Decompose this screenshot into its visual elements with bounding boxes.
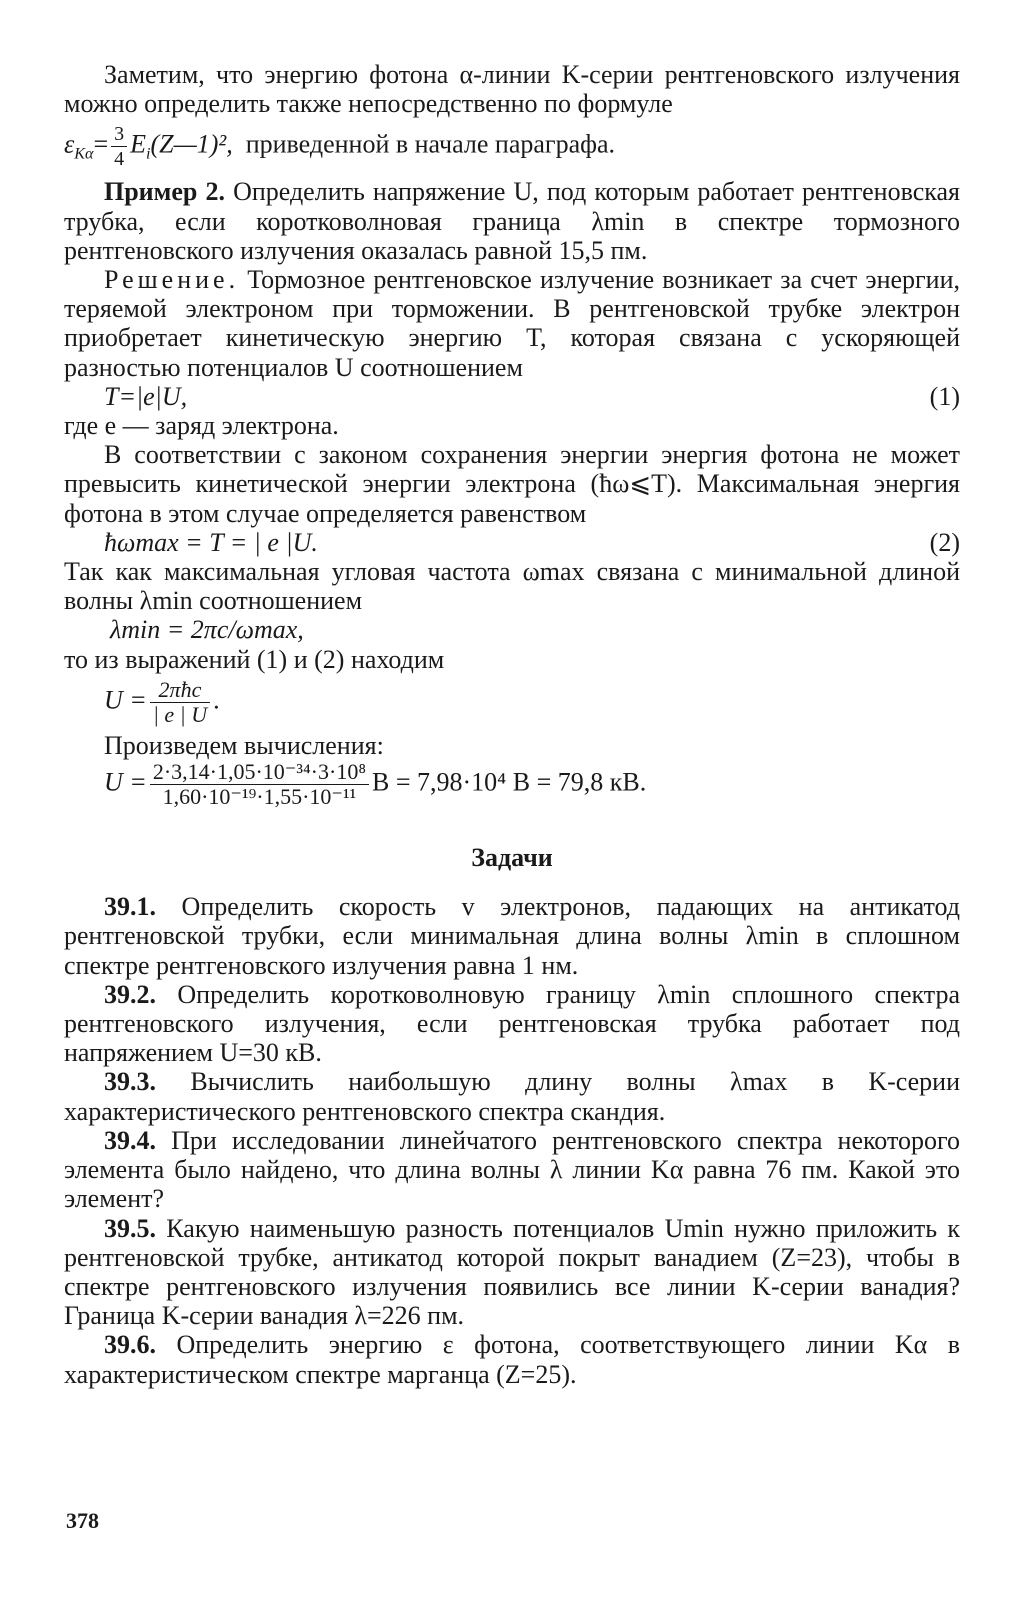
- equation-2-number: (2): [929, 527, 960, 557]
- problem-39-5: [64, 1214, 960, 1331]
- formula-fraction-num: 3: [111, 122, 127, 147]
- intro-paragraph: [64, 60, 960, 118]
- derive-text: то из выражений (1) и (2) находим: [64, 644, 445, 674]
- calc-lhs: U =: [104, 767, 147, 797]
- section-title: Задачи: [471, 843, 553, 873]
- equation-2-body: ħωmax = T = | e |U.: [104, 527, 318, 557]
- problem-number: 39.3.: [104, 1067, 156, 1097]
- derive-line: [64, 645, 960, 674]
- calculation: [64, 760, 960, 809]
- formula-fraction: [111, 122, 127, 171]
- where-text: где e — заряд электрона.: [64, 411, 339, 441]
- equation-4-num: 2πħc: [150, 678, 210, 703]
- calc-den: 1,60·10⁻¹⁹·1,55·10⁻¹¹: [162, 784, 357, 810]
- formula-fraction-den: 4: [114, 148, 125, 171]
- solution-label: Решение.: [104, 265, 240, 295]
- formula-epsilon-sub: Kα: [74, 146, 94, 164]
- equation-4-fraction: [150, 678, 210, 727]
- example2-label: Пример 2.: [104, 177, 225, 207]
- equation-1-body: T=|e|U,: [104, 381, 188, 411]
- formula-paren: (Z—1)²,: [150, 129, 233, 159]
- equation-4: [64, 678, 960, 727]
- problem-text: Определить коротковолновую границу λmin сплошного спектра рентгеновского излучения, если рентгеновская трубка работает под напряжением U=30 кВ.: [64, 979, 960, 1068]
- frequency-text: Так как максимальная угловая частота ωmax связана с минимальной длиной волны λmin соотношением: [64, 557, 960, 616]
- calc-label: Произведем вычисления:: [104, 730, 384, 760]
- problem-text: Определить энергию ε фотона, соответствующего линии Kα в характеристическом спектре марганца (Z=25).: [64, 1330, 960, 1389]
- equation-1-number: (1): [929, 381, 960, 411]
- formula-epsilon: ε: [64, 129, 75, 159]
- problem-text: Какую наименьшую разность потенциалов Umin нужно приложить к рентгеновской трубке, антикатод которой покрыт ванадием (Z=23), чтобы в спектре рентгеновского излучения появились все линии K-серии ванадия? Граница K-серии ванадия λ=226 пм.: [64, 1213, 961, 1331]
- problem-text: При исследовании линейчатого рентгеновского спектра некоторого элемента было найдено, что длина волны λ линии Kα равна 76 пм. Какой это элемент?: [64, 1125, 960, 1214]
- formula-energy: E: [130, 129, 147, 159]
- conservation-paragraph: [64, 440, 960, 528]
- problem-39-4: [64, 1126, 960, 1214]
- problem-number: 39.1.: [104, 892, 156, 922]
- calc-rhs: В = 7,98·10⁴ В = 79,8 кВ.: [372, 767, 647, 797]
- example2-statement: [64, 177, 960, 265]
- problem-number: 39.6.: [104, 1330, 156, 1360]
- equation-4-end: .: [213, 685, 220, 715]
- problem-number: 39.5.: [104, 1213, 156, 1243]
- formula-energy-sub: i: [146, 146, 151, 164]
- problem-text: Определить скорость v электронов, падающих на антикатод рентгеновской трубки, если минимальная длина волны λmin в сплошном спектре рентгеновского излучения равна 1 нм.: [64, 892, 961, 980]
- page-number: 378: [66, 1508, 99, 1533]
- frequency-paragraph: [64, 557, 960, 615]
- problem-number: 39.4.: [104, 1125, 156, 1155]
- calc-num: 2·3,14·1,05·10⁻³⁴·3·10⁸: [150, 760, 369, 785]
- problem-text: Вычислить наибольшую длину волны λmax в K-серии характеристического рентгеновского спектра скандия.: [64, 1067, 961, 1126]
- problem-39-3: [64, 1067, 960, 1125]
- example2-text: Определить напряжение U, под которым работает рентгеновская трубка, если коротковолновая граница λmin в спектре тормозного рентгеновского излучения оказалась равной 15,5 пм.: [64, 177, 961, 265]
- formula-equals: =: [93, 129, 109, 159]
- problem-39-6: [64, 1330, 960, 1388]
- equation-2: [64, 528, 960, 557]
- calc-label-line: [64, 731, 960, 760]
- page-body: [64, 60, 960, 1389]
- where-line: [64, 411, 960, 440]
- problem-39-2: [64, 980, 960, 1068]
- solution-text: Тормозное рентгеновское излучение возникает за счет энергии, теряемой электроном при торможении. В рентгеновской трубке электрон приобретает кинетическую энергию T, которая связана с ускоряющей разностью потенциалов U соотношением: [64, 265, 961, 382]
- problem-number: 39.2.: [104, 979, 156, 1009]
- intro-text: Заметим, что энергию фотона α-линии K-серии рентгеновского излучения можно определить также непосредственно по формуле: [64, 60, 960, 119]
- equation-3: [64, 615, 960, 644]
- equation-3-body: λmin = 2πc/ωmax,: [110, 615, 304, 645]
- intro-formula-line: [64, 122, 960, 171]
- intro-text-end: приведенной в начале параграфа.: [245, 129, 615, 159]
- calc-fraction: [150, 760, 369, 809]
- conservation-text: В соответствии с законом сохранения энергии энергия фотона не может превысить кинетической энергии электрона (ħω⩽T). Максимальная энергия фотона в этом случае определяется равенством: [64, 440, 960, 528]
- equation-4-lhs: U =: [104, 685, 147, 715]
- solution-paragraph: [64, 265, 960, 382]
- problem-39-1: [64, 892, 960, 980]
- equation-1: [64, 382, 960, 411]
- equation-4-den: | e | U: [152, 701, 208, 727]
